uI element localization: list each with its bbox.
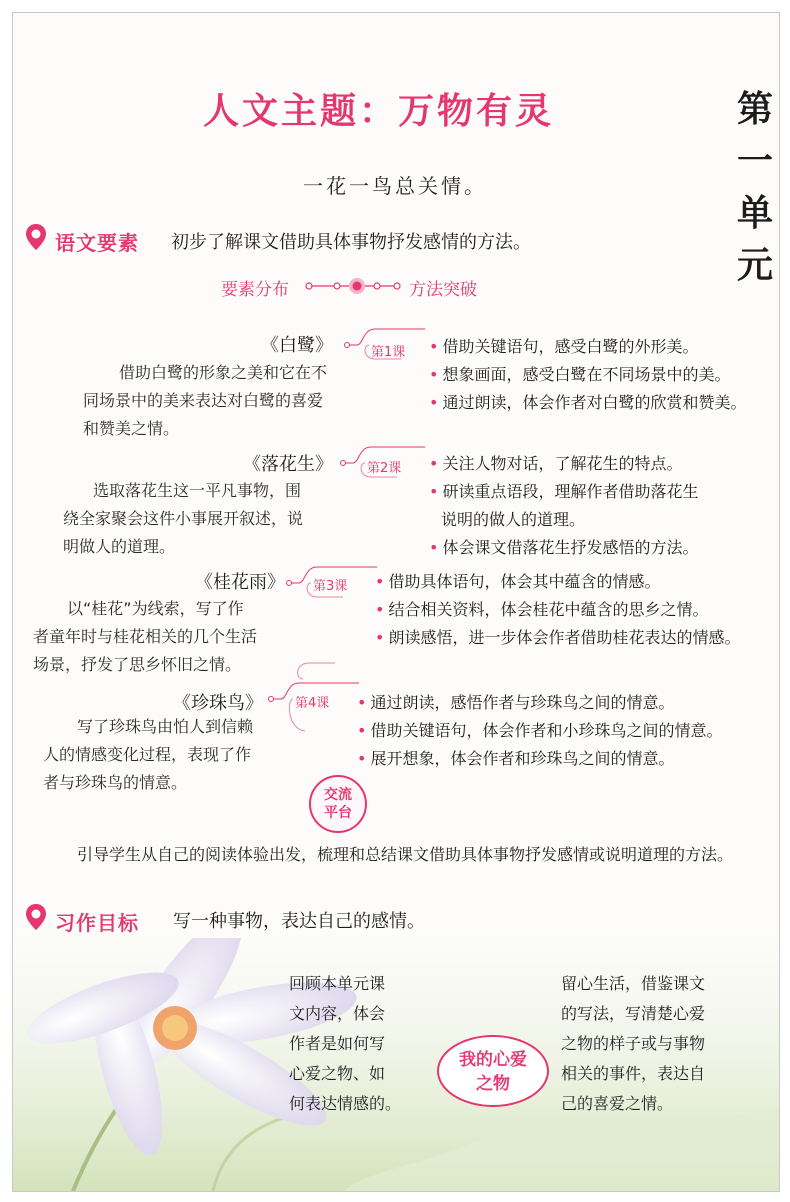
point-item: • 展开想象，体会作者和珍珠鸟之间的情意。 <box>357 749 675 768</box>
point-item: • 借助关键语句，感受白鹭的外形美。 <box>429 337 699 356</box>
desc-line: 者童年时与桂花相关的几个生活 <box>33 627 258 646</box>
lesson-points <box>375 568 740 652</box>
lesson-title: 《桂花雨》 <box>195 572 285 593</box>
lesson-points <box>429 450 698 562</box>
guide-paragraph: 引导学生从自己的阅读体验出发，梳理和总结课文借助具体事物抒发感情或说明道理的方法。 <box>77 845 734 864</box>
point-item: • 体会课文借落花生抒发感悟的方法。 <box>429 538 699 557</box>
desc-line: 借助白鹭的形象之美和它在不 <box>119 363 328 382</box>
method-line: 己的喜爱之情。 <box>561 1094 674 1113</box>
desc-line: 人的情感变化过程，表现了作 <box>43 745 252 764</box>
distribution-label: 要素分布 <box>221 280 289 300</box>
lesson-tag: 第2课 <box>367 461 402 476</box>
point-item: • 通过朗读，感悟作者与珍珠鸟之间的情意。 <box>357 693 675 712</box>
lesson-tag: 第1课 <box>371 345 406 360</box>
theme-title: 人文主题：万物有灵 <box>203 90 555 132</box>
textbook-page <box>12 12 780 1192</box>
lesson-title: 《白鹭》 <box>261 335 333 356</box>
writing-goal-text: 写一种事物，表达自己的感情。 <box>173 911 425 932</box>
lesson-points <box>357 689 722 773</box>
method-line: 留心生活，借鉴课文 <box>561 974 706 993</box>
point-item: • 结合相关资料，体会桂花中蕴含的思乡之情。 <box>375 600 709 619</box>
point-item: • 通过朗读，体会作者对白鹭的欣赏和赞美。 <box>429 393 747 412</box>
unit-char: 第 <box>736 88 773 130</box>
unit-label <box>731 83 779 291</box>
desc-line: 同场景中的美来表达对白鹭的喜爱 <box>83 391 324 410</box>
lesson-tag: 第3课 <box>313 579 348 594</box>
desc-line: 者与珍珠鸟的情意。 <box>43 773 188 792</box>
reading-element-label: 语文要素 <box>55 231 139 255</box>
review-line: 回顾本单元课 <box>289 974 386 993</box>
bubble-line: 之物 <box>476 1074 510 1094</box>
exchange-line: 平台 <box>324 805 352 821</box>
review-line: 何表达情感的。 <box>289 1094 402 1113</box>
connector-dots <box>303 275 403 297</box>
location-pin-icon <box>25 223 47 251</box>
point-item: • 想象画面，感受白鹭在不同场景中的美。 <box>429 365 731 384</box>
method-line: 的写法，写清楚心爱 <box>561 1004 706 1023</box>
desc-line: 明做人的道理。 <box>63 537 176 556</box>
lesson-desc <box>63 477 383 561</box>
theme-subtitle: 一花一鸟总关情。 <box>303 174 487 198</box>
unit-char: 单 <box>736 192 773 234</box>
unit-char: 一 <box>736 140 773 182</box>
point-item: • 研读重点语段，理解作者借助落花生 <box>429 482 699 501</box>
bubble-line: 我的心爱 <box>459 1050 527 1070</box>
point-item: • 关注人物对话，了解花生的特点。 <box>429 454 683 473</box>
lesson-tag: 第4课 <box>295 696 330 711</box>
exchange-line: 交流 <box>324 787 352 803</box>
review-line: 文内容，体会 <box>289 1004 386 1023</box>
review-line: 作者是如何写 <box>289 1034 386 1053</box>
method-line: 相关的事件，表达自 <box>561 1064 706 1083</box>
writing-goal-label: 习作目标 <box>55 911 139 935</box>
exchange-platform-badge <box>309 775 367 833</box>
reading-element-text: 初步了解课文借助具体事物抒发感情的方法。 <box>171 232 531 253</box>
method-line: 之物的样子或与事物 <box>561 1034 706 1053</box>
desc-line: 绕全家聚会这件小事展开叙述，说 <box>63 509 304 528</box>
lesson-points <box>429 333 746 417</box>
lesson-desc <box>43 713 333 797</box>
point-item-continuation: 说明的做人的道理。 <box>441 510 586 529</box>
unit-char: 元 <box>736 244 773 286</box>
my-beloved-thing-bubble <box>437 1035 549 1107</box>
desc-line: 场景，抒发了思乡怀旧之情。 <box>33 655 242 674</box>
point-item: • 借助关键语句，体会作者和小珍珠鸟之间的情意。 <box>357 721 723 740</box>
desc-line: 写了珍珠鸟由怕人到信赖 <box>77 717 254 736</box>
location-pin-icon <box>25 903 47 931</box>
lesson-desc <box>45 359 365 443</box>
review-line: 心爱之物、如 <box>289 1064 386 1083</box>
method-label: 方法突破 <box>409 280 477 300</box>
desc-line: 选取落花生这一平凡事物，围 <box>93 481 302 500</box>
lesson-title: 《珍珠鸟》 <box>173 693 263 714</box>
writing-method-text <box>561 969 757 1119</box>
point-item: • 借助具体语句，体会其中蕴含的情感。 <box>375 572 661 591</box>
lesson-title: 《落花生》 <box>243 454 333 475</box>
point-item: • 朗读感悟，进一步体会作者借助桂花表达的情感。 <box>375 628 741 647</box>
desc-line: 以“桂花”为线索，写了作 <box>67 599 244 618</box>
desc-line: 和赞美之情。 <box>83 419 180 438</box>
writing-review-text <box>289 969 439 1119</box>
